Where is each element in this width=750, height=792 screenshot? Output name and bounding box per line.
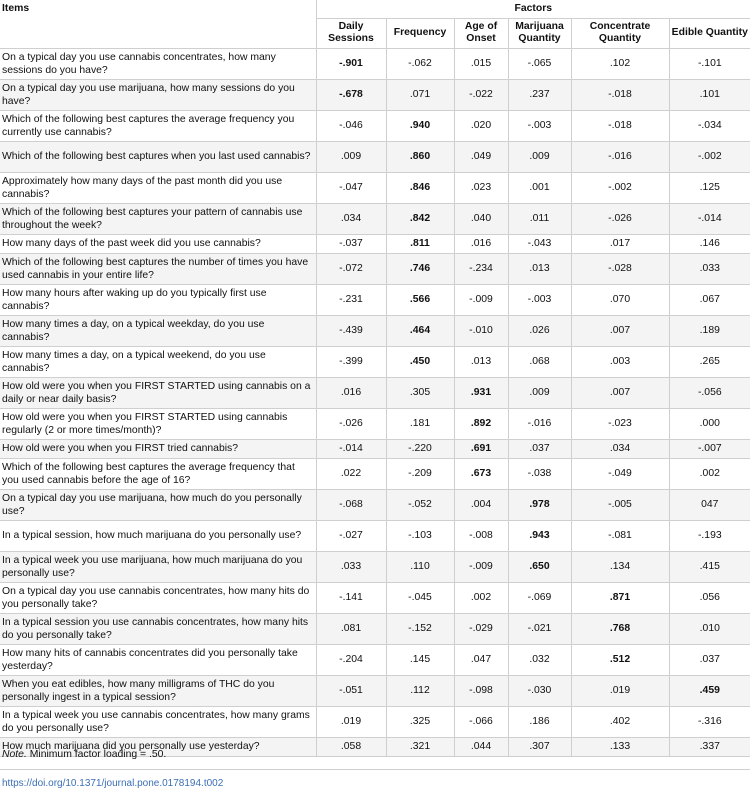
table-row — [0, 315, 750, 346]
loading-cell: -.043 — [508, 234, 571, 253]
loading-cell: .112 — [386, 675, 454, 706]
table-row — [0, 203, 750, 234]
loading-cell: .321 — [386, 737, 454, 756]
loading-cell: .017 — [571, 234, 669, 253]
loading-cell: .145 — [386, 644, 454, 675]
column-header: Edible Quantity — [669, 18, 750, 48]
loading-cell: .016 — [454, 234, 508, 253]
loading-cell: -.220 — [386, 439, 454, 458]
loading-cell: -.014 — [316, 439, 386, 458]
item-cell: In a typical week you use marijuana, how much marijuana do you personally use? — [0, 551, 316, 582]
table-row — [0, 520, 750, 551]
item-cell: On a typical day you use marijuana, how much do you personally use? — [0, 489, 316, 520]
loading-cell: -.002 — [669, 141, 750, 172]
loading-cell: .058 — [316, 737, 386, 756]
loading-cell: -.016 — [508, 408, 571, 439]
loading-cell: .067 — [669, 284, 750, 315]
loading-cell: .009 — [316, 141, 386, 172]
loading-cell: .007 — [571, 377, 669, 408]
item-cell: How many days of the past week did you use cannabis? — [0, 234, 316, 253]
table-row — [0, 489, 750, 520]
loading-cell: .022 — [316, 458, 386, 489]
loading-cell: -.037 — [316, 234, 386, 253]
loading-cell: -.193 — [669, 520, 750, 551]
loading-cell: .125 — [669, 172, 750, 203]
loading-cell: .146 — [669, 234, 750, 253]
loading-cell: -.010 — [454, 315, 508, 346]
loading-cell: -.007 — [669, 439, 750, 458]
loading-cell: .007 — [571, 315, 669, 346]
loading-cell: .002 — [454, 582, 508, 613]
loading-cell: -.005 — [571, 489, 669, 520]
loading-cell: .133 — [571, 737, 669, 756]
loading-cell: -.026 — [571, 203, 669, 234]
loading-cell: -.316 — [669, 706, 750, 737]
loading-cell: -.008 — [454, 520, 508, 551]
loading-cell: .002 — [669, 458, 750, 489]
loading-cell: .237 — [508, 79, 571, 110]
item-cell: How many times a day, on a typical weekday, do you use cannabis? — [0, 315, 316, 346]
header-row-top — [0, 0, 750, 18]
loading-cell: -.018 — [571, 110, 669, 141]
loading-cell: .000 — [669, 408, 750, 439]
item-cell: Which of the following best captures the average frequency that you used cannabis before the age of 16? — [0, 458, 316, 489]
loading-cell: .110 — [386, 551, 454, 582]
loading-cell: -.234 — [454, 253, 508, 284]
loading-cell: -.152 — [386, 613, 454, 644]
loading-cell: -.439 — [316, 315, 386, 346]
table-row — [0, 253, 750, 284]
loading-cell: .768 — [571, 613, 669, 644]
loading-cell: -.066 — [454, 706, 508, 737]
column-header: Frequency — [386, 18, 454, 48]
loading-cell: .037 — [508, 439, 571, 458]
loading-cell: .871 — [571, 582, 669, 613]
loading-cell: .081 — [316, 613, 386, 644]
table-row — [0, 644, 750, 675]
items-header: Items — [0, 0, 316, 48]
loading-cell: .033 — [669, 253, 750, 284]
loading-cell: .019 — [571, 675, 669, 706]
loading-cell: .037 — [669, 644, 750, 675]
loading-cell: .189 — [669, 315, 750, 346]
loading-cell: -.231 — [316, 284, 386, 315]
factors-header: Factors — [316, 0, 750, 18]
loading-cell: .101 — [669, 79, 750, 110]
loading-cell: .102 — [571, 48, 669, 79]
loading-cell: -.016 — [571, 141, 669, 172]
loading-cell: .415 — [669, 551, 750, 582]
item-cell: On a typical day you use marijuana, how many sessions do you have? — [0, 79, 316, 110]
table-row — [0, 141, 750, 172]
column-header: Concentrate Quantity — [571, 18, 669, 48]
item-cell: On a typical day you use cannabis concentrates, how many hits do you personally take? — [0, 582, 316, 613]
loading-cell: -.045 — [386, 582, 454, 613]
loading-cell: -.003 — [508, 110, 571, 141]
loading-cell: .134 — [571, 551, 669, 582]
loading-cell: .015 — [454, 48, 508, 79]
loading-cell: .032 — [508, 644, 571, 675]
loading-cell: .009 — [508, 141, 571, 172]
loading-cell: -.101 — [669, 48, 750, 79]
loading-cell: .650 — [508, 551, 571, 582]
loading-cell: -.068 — [316, 489, 386, 520]
loading-cell: -.029 — [454, 613, 508, 644]
loading-cell: .047 — [454, 644, 508, 675]
loading-cell: -.204 — [316, 644, 386, 675]
loading-cell: -.003 — [508, 284, 571, 315]
loading-cell: -.027 — [316, 520, 386, 551]
table-row — [0, 439, 750, 458]
loading-cell: -.062 — [386, 48, 454, 79]
loading-cell: .325 — [386, 706, 454, 737]
loading-cell: .001 — [508, 172, 571, 203]
loading-cell: -.072 — [316, 253, 386, 284]
loading-cell: -.009 — [454, 551, 508, 582]
loading-cell: -.098 — [454, 675, 508, 706]
loading-cell: -.056 — [669, 377, 750, 408]
loading-cell: .034 — [571, 439, 669, 458]
loading-cell: .070 — [571, 284, 669, 315]
table-note — [2, 749, 166, 760]
loading-cell: -.049 — [571, 458, 669, 489]
loading-cell: .512 — [571, 644, 669, 675]
loading-cell: .450 — [386, 346, 454, 377]
item-cell: How old were you when you FIRST tried cannabis? — [0, 439, 316, 458]
loading-cell: .010 — [669, 613, 750, 644]
loading-cell: .746 — [386, 253, 454, 284]
column-header: Age of Onset — [454, 18, 508, 48]
loading-cell: .978 — [508, 489, 571, 520]
loading-cell: .307 — [508, 737, 571, 756]
loading-cell: .186 — [508, 706, 571, 737]
item-cell: Which of the following best captures the number of times you have used cannabis in your entire life? — [0, 253, 316, 284]
loading-cell: .464 — [386, 315, 454, 346]
loading-cell: .402 — [571, 706, 669, 737]
loading-cell: -.901 — [316, 48, 386, 79]
loading-cell: -.014 — [669, 203, 750, 234]
table-body — [0, 48, 750, 756]
table-row — [0, 675, 750, 706]
loading-cell: -.026 — [316, 408, 386, 439]
table-row — [0, 48, 750, 79]
loading-cell: -.141 — [316, 582, 386, 613]
loading-cell: .181 — [386, 408, 454, 439]
loading-cell: -.038 — [508, 458, 571, 489]
loading-cell: .013 — [508, 253, 571, 284]
loading-cell: -.069 — [508, 582, 571, 613]
loading-cell: -.678 — [316, 79, 386, 110]
loading-cell: .013 — [454, 346, 508, 377]
loading-cell: -.051 — [316, 675, 386, 706]
table-row — [0, 284, 750, 315]
table-row — [0, 613, 750, 644]
loading-cell: .044 — [454, 737, 508, 756]
loading-cell: -.018 — [571, 79, 669, 110]
loading-cell: -.028 — [571, 253, 669, 284]
loading-cell: .026 — [508, 315, 571, 346]
note-text: Minimum factor loading = .50. — [26, 749, 167, 760]
table-row — [0, 234, 750, 253]
loading-cell: .040 — [454, 203, 508, 234]
loading-cell: .023 — [454, 172, 508, 203]
divider — [0, 769, 750, 770]
loading-cell: .892 — [454, 408, 508, 439]
loading-cell: 047 — [669, 489, 750, 520]
table-row — [0, 79, 750, 110]
item-cell: How many hours after waking up do you typically first use cannabis? — [0, 284, 316, 315]
loading-cell: -.052 — [386, 489, 454, 520]
loading-cell: -.022 — [454, 79, 508, 110]
loading-cell: .305 — [386, 377, 454, 408]
loading-cell: .056 — [669, 582, 750, 613]
table-row — [0, 582, 750, 613]
item-cell: Which of the following best captures the average frequency you currently use cannabis? — [0, 110, 316, 141]
column-header: Daily Sessions — [316, 18, 386, 48]
column-header: Marijuana Quantity — [508, 18, 571, 48]
loading-cell: .034 — [316, 203, 386, 234]
item-cell: On a typical day you use cannabis concentrates, how many sessions do you have? — [0, 48, 316, 79]
table-row — [0, 551, 750, 582]
item-cell: How much marijuana did you personally use yesterday? — [0, 737, 316, 756]
loading-cell: -.046 — [316, 110, 386, 141]
table-row — [0, 346, 750, 377]
loading-cell: .071 — [386, 79, 454, 110]
loading-cell: .673 — [454, 458, 508, 489]
loading-cell: .016 — [316, 377, 386, 408]
loading-cell: -.002 — [571, 172, 669, 203]
loading-cell: -.009 — [454, 284, 508, 315]
note-label: Note. — [2, 749, 27, 760]
item-cell: When you eat edibles, how many milligrams of THC do you personally ingest in a typical session? — [0, 675, 316, 706]
loading-cell: .019 — [316, 706, 386, 737]
loading-cell: .943 — [508, 520, 571, 551]
loading-cell: .068 — [508, 346, 571, 377]
loading-cell: .049 — [454, 141, 508, 172]
loading-cell: .003 — [571, 346, 669, 377]
loading-cell: .846 — [386, 172, 454, 203]
loading-cell: .860 — [386, 141, 454, 172]
item-cell: In a typical session you use cannabis concentrates, how many hits do you personally take? — [0, 613, 316, 644]
loading-cell: -.047 — [316, 172, 386, 203]
loading-cell: .940 — [386, 110, 454, 141]
loading-cell: -.021 — [508, 613, 571, 644]
table-row — [0, 172, 750, 203]
item-cell: How old were you when you FIRST STARTED using cannabis regularly (2 or more times/month)? — [0, 408, 316, 439]
table-row — [0, 458, 750, 489]
loading-cell: -.209 — [386, 458, 454, 489]
loading-cell: .842 — [386, 203, 454, 234]
loading-cell: .566 — [386, 284, 454, 315]
loading-cell: .691 — [454, 439, 508, 458]
item-cell: In a typical session, how much marijuana do you personally use? — [0, 520, 316, 551]
table-row — [0, 706, 750, 737]
loading-cell: .004 — [454, 489, 508, 520]
table-row — [0, 408, 750, 439]
item-cell: How old were you when you FIRST STARTED using cannabis on a daily or near daily basis? — [0, 377, 316, 408]
item-cell: Which of the following best captures your pattern of cannabis use throughout the week? — [0, 203, 316, 234]
loading-cell: .811 — [386, 234, 454, 253]
table-row — [0, 377, 750, 408]
loading-cell: -.023 — [571, 408, 669, 439]
doi-link[interactable]: https://doi.org/10.1371/journal.pone.0178194.t002 — [2, 778, 224, 789]
loading-cell: .265 — [669, 346, 750, 377]
item-cell: Which of the following best captures when you last used cannabis? — [0, 141, 316, 172]
loading-cell: .337 — [669, 737, 750, 756]
item-cell: How many times a day, on a typical weekend, do you use cannabis? — [0, 346, 316, 377]
loading-cell: -.399 — [316, 346, 386, 377]
loading-cell: .020 — [454, 110, 508, 141]
item-cell: In a typical week you use cannabis concentrates, how many grams do you personally use? — [0, 706, 316, 737]
item-cell: How many hits of cannabis concentrates did you personally take yesterday? — [0, 644, 316, 675]
loading-cell: -.065 — [508, 48, 571, 79]
loading-cell: .033 — [316, 551, 386, 582]
loading-cell: .931 — [454, 377, 508, 408]
loading-cell: .459 — [669, 675, 750, 706]
loading-cell: -.034 — [669, 110, 750, 141]
loading-cell: .011 — [508, 203, 571, 234]
item-cell: Approximately how many days of the past month did you use cannabis? — [0, 172, 316, 203]
table-row — [0, 110, 750, 141]
loading-cell: -.081 — [571, 520, 669, 551]
loading-cell: .009 — [508, 377, 571, 408]
loading-cell: -.103 — [386, 520, 454, 551]
loading-cell: -.030 — [508, 675, 571, 706]
